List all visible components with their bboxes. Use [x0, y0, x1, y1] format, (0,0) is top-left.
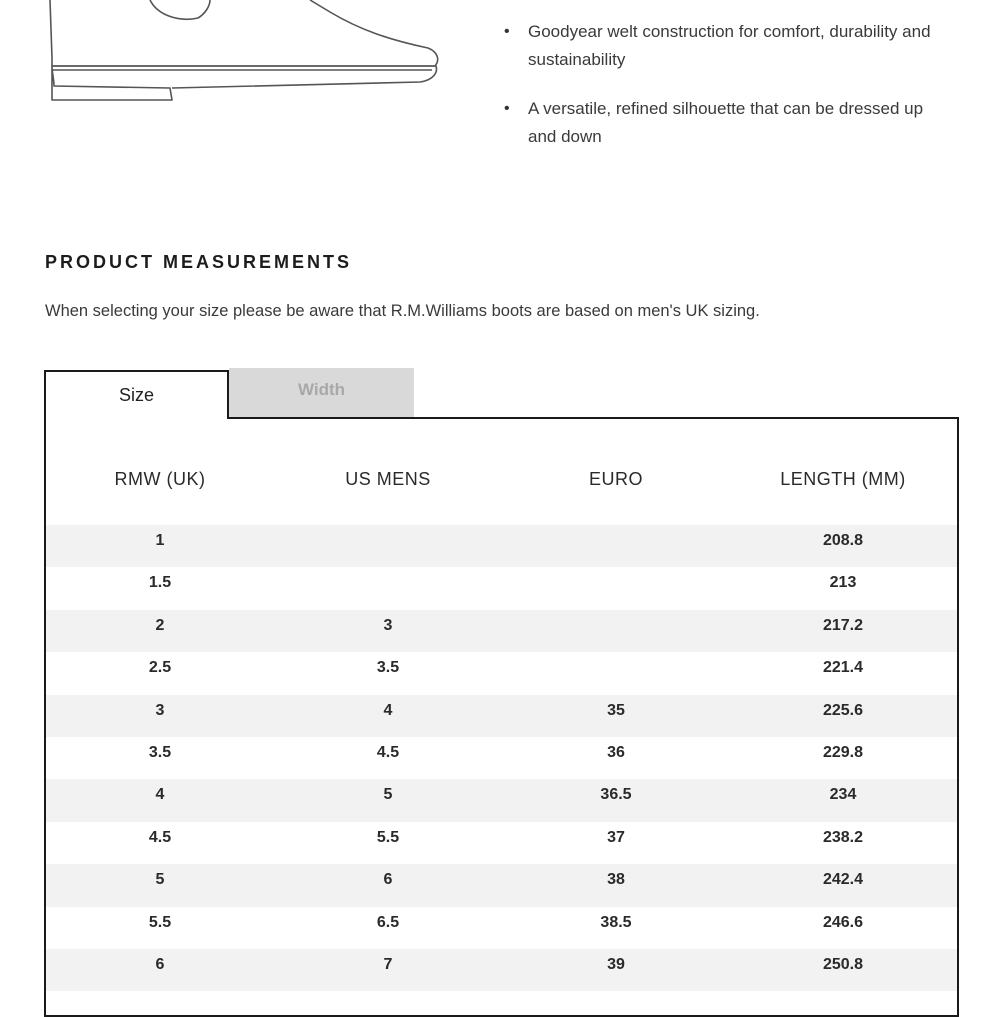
- table-row: [46, 652, 957, 694]
- shoe-illustration: [40, 0, 450, 110]
- cell-length-mm: 217.2: [822, 616, 864, 634]
- cell-rmw-uk: 6: [155, 955, 165, 973]
- table-header: [46, 459, 957, 499]
- cell-length-mm: 242.4: [822, 871, 864, 889]
- table-row: [46, 695, 957, 737]
- cell-rmw-uk: 2: [155, 616, 165, 634]
- column-header-us-mens: US MENS: [345, 469, 431, 489]
- cell-us-mens: 7: [383, 955, 393, 973]
- table-row: [46, 567, 957, 609]
- cell-us-mens: 5: [383, 786, 393, 804]
- column-header-euro: EURO: [588, 469, 644, 489]
- cell-rmw-uk: 5: [155, 871, 165, 889]
- cell-length-mm: 246.6: [822, 913, 864, 931]
- table-row: [46, 779, 957, 821]
- cell-length-mm: 221.4: [822, 659, 864, 677]
- cell-euro: 36.5: [600, 786, 632, 804]
- cell-rmw-uk: 5.5: [148, 913, 172, 931]
- cell-length-mm: 213: [829, 574, 857, 592]
- tab-width[interactable]: Width: [229, 368, 414, 417]
- tab-size[interactable]: Size: [44, 370, 229, 419]
- cell-length-mm: 229.8: [822, 743, 864, 761]
- cell-rmw-uk: 4: [155, 786, 165, 804]
- feature-item: • A versatile, refined silhouette that can be dressed up and down: [504, 95, 944, 151]
- cell-us-mens: 3: [383, 616, 393, 634]
- cell-rmw-uk: 4.5: [148, 828, 172, 846]
- feature-list: [504, 18, 944, 172]
- cell-us-mens: 5.5: [376, 828, 400, 846]
- cell-euro: 39: [607, 955, 625, 973]
- cell-euro: 38: [607, 871, 625, 889]
- cell-length-mm: 250.8: [822, 955, 864, 973]
- table-row: [46, 525, 957, 567]
- cell-length-mm: 225.6: [822, 701, 864, 719]
- cell-us-mens: 6: [383, 871, 393, 889]
- cell-rmw-uk: 3: [155, 701, 165, 719]
- cell-euro: 37: [607, 828, 625, 846]
- cell-us-mens: 4.5: [376, 743, 400, 761]
- size-table: [44, 417, 959, 1017]
- cell-euro: 36: [607, 743, 625, 761]
- cell-us-mens: 6.5: [376, 913, 400, 931]
- section-title: PRODUCT MEASUREMENTS: [45, 252, 353, 272]
- cell-rmw-uk: 1.5: [148, 574, 172, 592]
- table-row: [46, 907, 957, 949]
- cell-euro: 38.5: [600, 913, 632, 931]
- feature-item: • Goodyear welt construction for comfort, durability and sustainability: [504, 18, 944, 74]
- table-row: [46, 822, 957, 864]
- table-body: [46, 525, 957, 991]
- table-row: [46, 864, 957, 906]
- sizing-note: When selecting your size please be aware that R.M.Williams boots are based on men's UK sizing.: [45, 302, 760, 320]
- cell-rmw-uk: 1: [155, 532, 165, 549]
- cell-length-mm: 208.8: [822, 532, 864, 549]
- table-row: [46, 949, 957, 991]
- cell-rmw-uk: 3.5: [148, 743, 172, 761]
- cell-euro: 35: [607, 701, 625, 719]
- cell-length-mm: 238.2: [822, 828, 864, 846]
- cell-us-mens: 3.5: [376, 659, 400, 677]
- cell-rmw-uk: 2.5: [148, 659, 172, 677]
- cell-us-mens: 4: [383, 701, 393, 719]
- column-header-length-mm: LENGTH (MM): [780, 469, 906, 489]
- table-row: [46, 737, 957, 779]
- column-header-rmw-uk: RMW (UK): [114, 469, 206, 489]
- table-row: [46, 610, 957, 652]
- cell-length-mm: 234: [829, 786, 857, 804]
